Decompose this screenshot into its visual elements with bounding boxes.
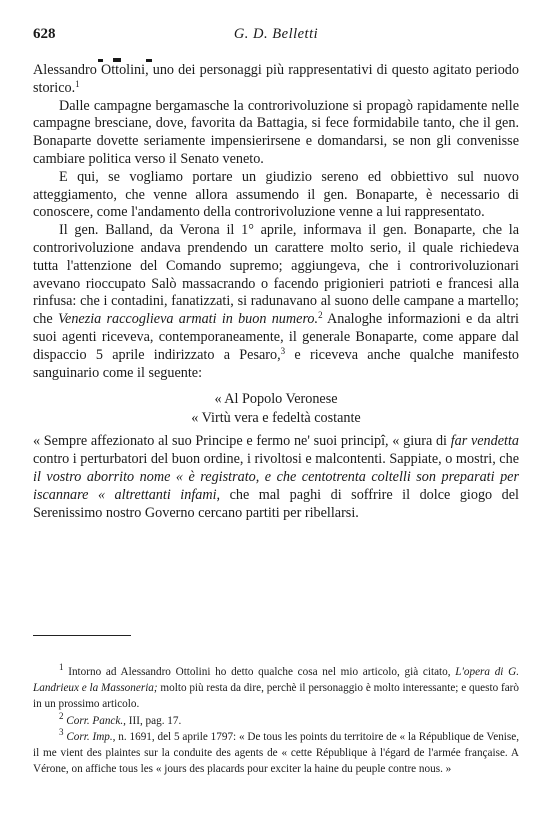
footnote: $^1$ Intorno ad Alessandro Ottolini ho detto qualche cosa nel mio articolo, già citato, L'opera di G. Landrieux e la Massoneria; molto più resta da dire, perchè il personaggio è molto interessante; e questo farò in un prossimo articolo.: [33, 662, 520, 711]
footnote: $^2$ Corr. Panck., III, pag. 17.: [59, 710, 182, 727]
main-text: [33, 62, 519, 522]
running-head: G. D. Belletti: [233, 26, 319, 42]
paragraph: E qui, se vogliamo portare un giudizio sereno ed obbiettivo sul nuovo atteggiamento, che venne allora assumendo il gen. Bonaparte, è necessario di conoscere, come l'andamento della controrivoluzione venne a lui rappresentato.: [33, 168, 519, 221]
paragraph: Alessandro Ottolini, uno dei personaggi più rappresentativi di questo agitato periodo storico.$^1$: [33, 62, 519, 96]
quote-heading: « Al Popolo Veronese: [214, 391, 338, 408]
paragraph: Il gen. Balland, da Verona il 1° aprile, informava il gen. Bonaparte, che la controrivoluzione andava prendendo un carattere molto serio, il quale richiedeva tutta l'attenzione del Comando supremo; aggiungeva, che i controrivoluzionari avevano rioccupato Salò massacrando o facendo prigionieri patrioti e francesi alla rinfusa: che i contadini, fanatizzati, si radunavano al suono delle campane a martello; che Venezia raccoglieva armati in buon numero.$^2$ Analoghe informazioni e da altri suoi agenti riceveva, contemporaneamente, il generale Bonaparte, come appare dal dispaccio 5 aprile indirizzato a Pesaro,$^3$ e riceveva anche qualche manifesto sanguinario come il seguente:: [33, 222, 519, 381]
footnotes: [33, 664, 519, 777]
paragraph: Dalle campagne bergamasche la controrivoluzione si propagò rapidamente nelle campagne bresciane, dove, favorita da Battagia, si fece formidabile tanto, che il gen. Bonaparte dovette seriamente impensierirsene e domandarsi, se non gli convenisse cambiare politica verso il Senato veneto.: [33, 97, 519, 167]
quote-headings: [33, 390, 519, 428]
quote-heading: « Virtù vera e fedeltà costante: [191, 410, 361, 427]
footnote-rule: [33, 635, 131, 636]
quote-text: « Sempre affezionato al suo Principe e fermo ne' suoi principî, « giura di far vendetta contro i perturbatori del buon ordine, i rivoltosi e malcontenti. Sappiate, o mostri, che il vostro aborrito nome « è registrato, e che centotrenta coltelli son preparati per iscannare « altrettanti infami, che mal paghi di soffrire il dolce giogo del Serenissimo nostro Governo cercano partiti per ribellarsi.: [33, 433, 519, 521]
footnote: $^3$ Corr. Imp., n. 1691, del 5 aprile 1797: « De tous les points du territoire de « la République de Venise, il me vient des plaintes sur la conduite des agents de « cette République à l'égard de l'armée française. A Vérone, on affiche tous les « jours des placards pour exciter la haine du peuple contre nous. »: [33, 726, 520, 776]
quoted-manifesto: [33, 433, 519, 522]
page-header: [33, 26, 519, 46]
page-number: 628: [33, 26, 56, 42]
